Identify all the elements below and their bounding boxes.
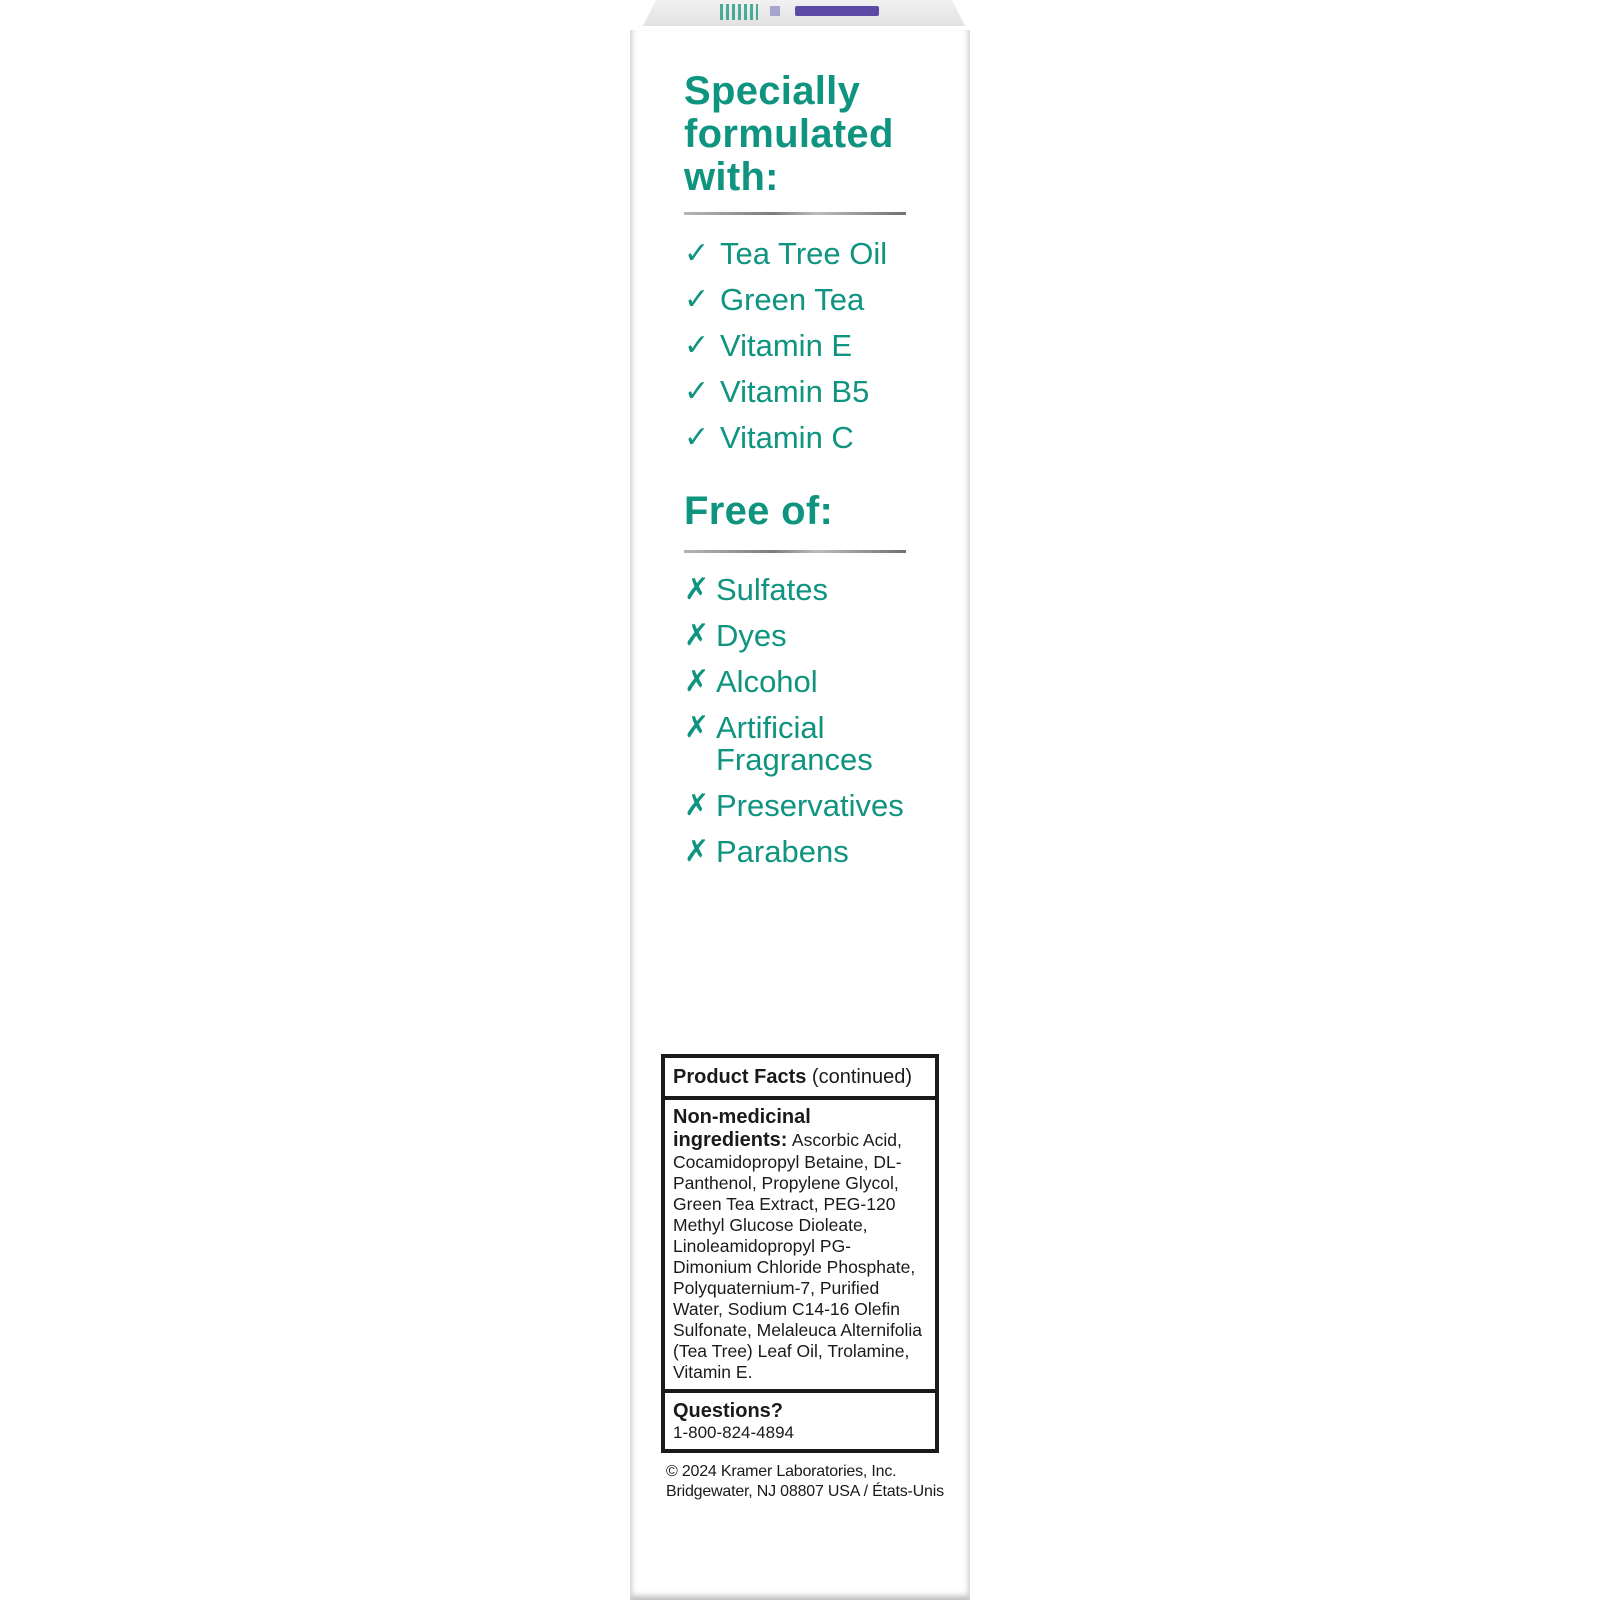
ingredients-label: Non-medicinal ingredients: — [673, 1106, 811, 1151]
questions-section — [665, 1393, 935, 1449]
questions-label: Questions? — [673, 1400, 784, 1422]
list-item: ✓ Vitamin E — [684, 328, 853, 363]
list-item: ✓ Vitamin C — [684, 420, 854, 455]
checkmark-icon: ✓ — [684, 236, 710, 271]
cross-mark-icon: ✗ — [684, 710, 710, 745]
flap-print-bar — [795, 6, 879, 16]
list-item: ✓ Tea Tree Oil — [684, 236, 888, 271]
cross-mark-icon: ✗ — [684, 572, 710, 607]
cross-mark-icon: ✗ — [684, 618, 710, 653]
cross-mark-icon: ✗ — [684, 788, 710, 823]
list-item: ✗ Preservatives — [684, 788, 904, 823]
checkmark-icon: ✓ — [684, 374, 710, 409]
list-item: ✓ Green Tea — [684, 282, 865, 317]
divider — [684, 212, 906, 215]
flap-print-mark — [770, 6, 780, 16]
list-item: ✗ Parabens — [684, 834, 849, 869]
ingredients-section — [665, 1100, 935, 1393]
list-item: ✗ Dyes — [684, 618, 787, 653]
formulated-with-heading: Specially formulated with: — [684, 69, 894, 199]
divider — [684, 550, 906, 553]
ingredients-text: Ascorbic Acid, Cocamidopropyl Betaine, DL-Panthenol, Propylene Glycol, Green Tea Extract, PEG-120 Methyl Glucose Dioleate, Linoleamidopropyl PG-Dimonium Chloride Phosphate, Polyquaternium-7, Purified Water, Sodium C14-16 Olefin Sulfonate, Melaleuca Alternifolia (Tea Tree) Leaf Oil, Trolamine, Vitamin E. — [673, 1130, 923, 1382]
checkmark-icon: ✓ — [684, 420, 710, 455]
checkmark-icon: ✓ — [684, 328, 710, 363]
free-of-list — [684, 574, 904, 882]
checkmark-icon: ✓ — [684, 282, 710, 317]
cross-mark-icon: ✗ — [684, 834, 710, 869]
product-facts-title: Product Facts (continued) — [665, 1058, 935, 1100]
copyright-line: © 2024 Kramer Laboratories, Inc. — [666, 1463, 897, 1480]
flap-print-mark — [720, 4, 758, 20]
copyright-footer — [666, 1462, 956, 1502]
list-item: ✓ Vitamin B5 — [684, 374, 870, 409]
product-facts-box — [661, 1054, 939, 1453]
free-of-heading: Free of: — [684, 489, 834, 533]
formulated-with-list — [684, 238, 887, 468]
list-item: ✗ Sulfates — [684, 572, 829, 607]
list-item: ✗ Alcohol — [684, 664, 818, 699]
address-line: Bridgewater, NJ 08807 USA / États-Unis — [666, 1483, 944, 1500]
phone-number: 1-800-824-4894 — [673, 1423, 794, 1442]
cross-mark-icon: ✗ — [684, 664, 710, 699]
list-item: ✗ Artificial Fragrances — [684, 710, 873, 777]
